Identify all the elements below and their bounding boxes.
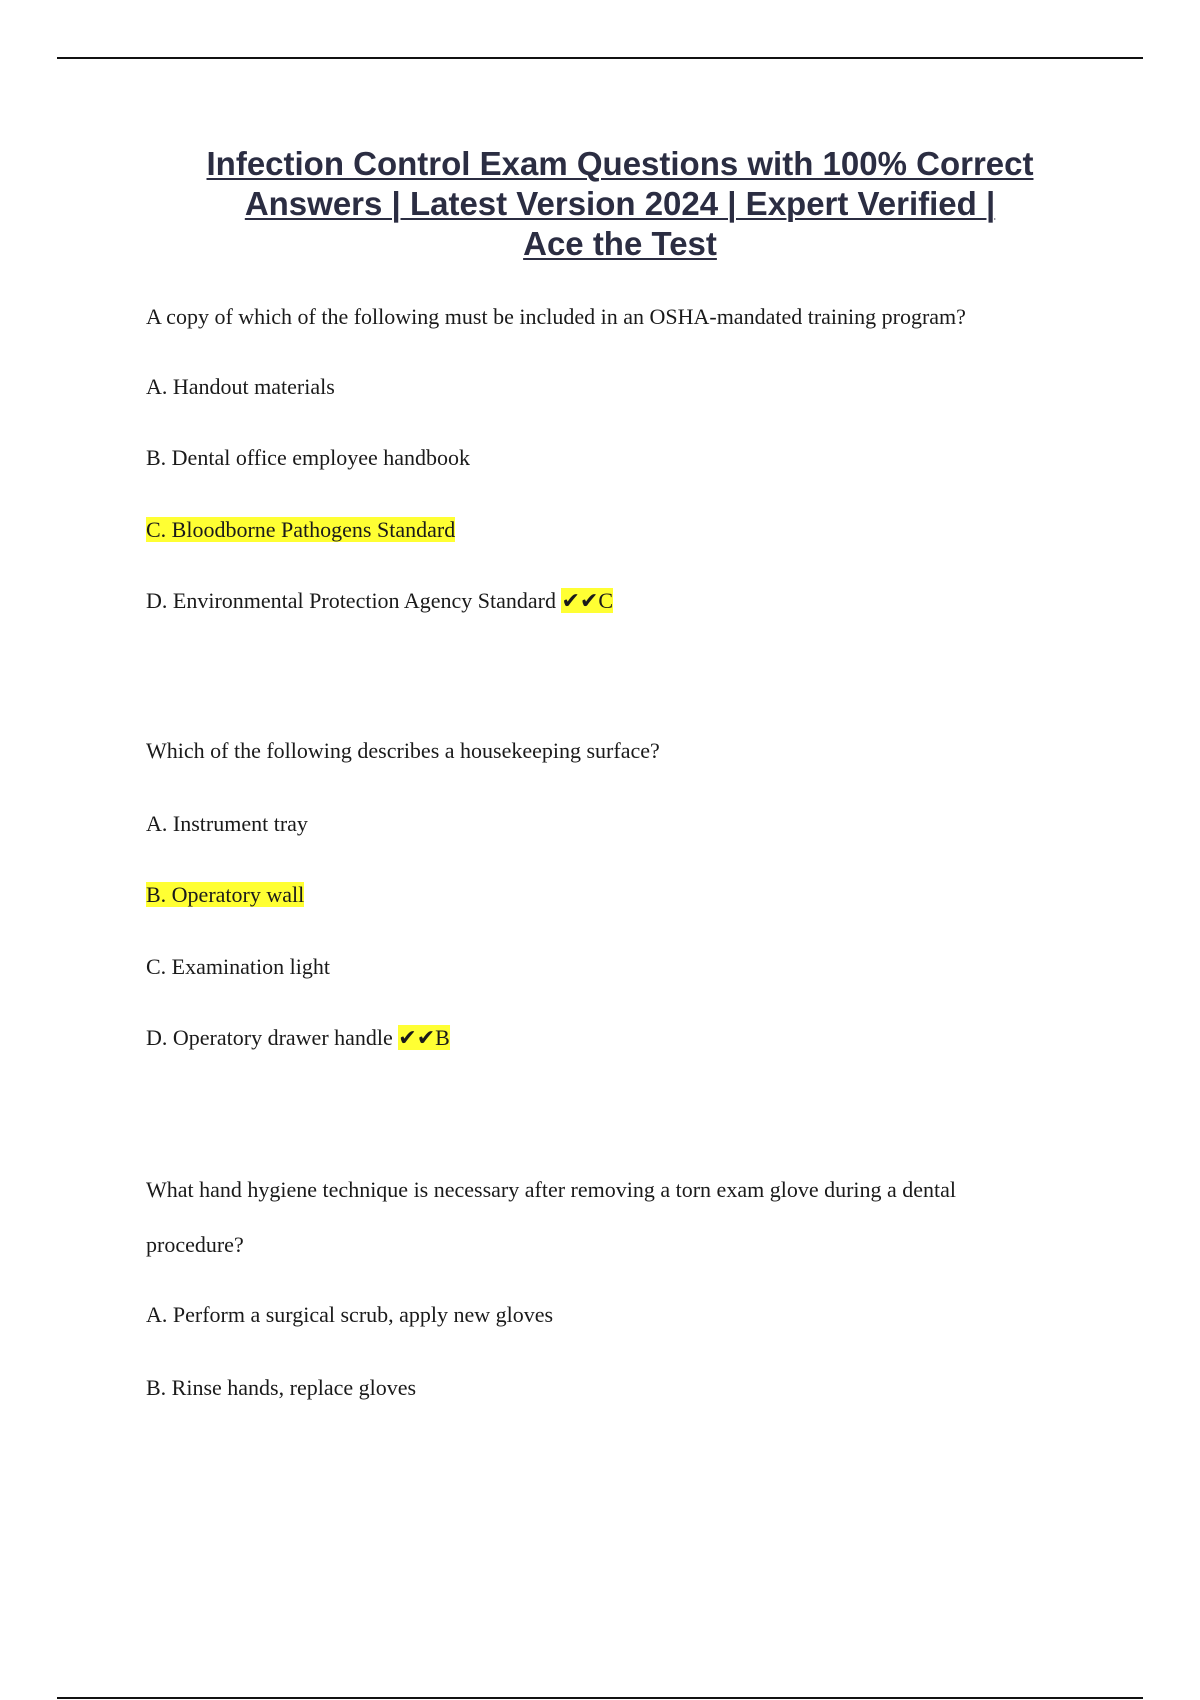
question-1-option-c <box>146 515 455 545</box>
correct-answer-highlight: C. Bloodborne Pathogens Standard <box>146 517 456 542</box>
question-1-text: A copy of which of the following must be included in an OSHA-mandated training program? <box>146 304 966 329</box>
question-3-text-line-1: What hand hygiene technique is necessary after removing a torn exam glove during a dental <box>146 1177 957 1202</box>
question-2-option-c: C. Examination light <box>146 954 330 979</box>
answer-key-mark: ✔✔B <box>398 1025 450 1050</box>
question-1-option-b: B. Dental office employee handbook <box>146 445 470 470</box>
correct-answer-highlight: B. Operatory wall <box>146 882 305 907</box>
question-1-option-a: A. Handout materials <box>146 374 335 399</box>
bottom-divider <box>57 1697 1143 1699</box>
question-3-option-b: B. Rinse hands, replace gloves <box>146 1375 417 1400</box>
question-1-option-d-label: D. Environmental Protection Agency Standard <box>146 588 556 613</box>
title-line-3: Ace the Test <box>523 225 717 262</box>
question-2-option-d <box>146 1023 450 1053</box>
question-2-text: Which of the following describes a housekeeping surface? <box>146 738 660 763</box>
question-2-option-b <box>146 880 304 910</box>
question-3-text-line-2: procedure? <box>146 1232 244 1257</box>
title-line-1: Infection Control Exam Questions with 100% Correct <box>206 145 1034 182</box>
top-divider <box>57 57 1143 59</box>
question-1-option-d <box>146 586 613 616</box>
question-2-option-d-label: D. Operatory drawer handle <box>146 1025 393 1050</box>
question-2-option-a: A. Instrument tray <box>146 811 308 836</box>
document-title <box>140 144 1100 264</box>
title-line-2: Answers | Latest Version 2024 | Expert Verified | <box>244 185 996 222</box>
answer-key-mark: ✔✔C <box>561 588 614 613</box>
question-3-option-a: A. Perform a surgical scrub, apply new gloves <box>146 1302 554 1327</box>
